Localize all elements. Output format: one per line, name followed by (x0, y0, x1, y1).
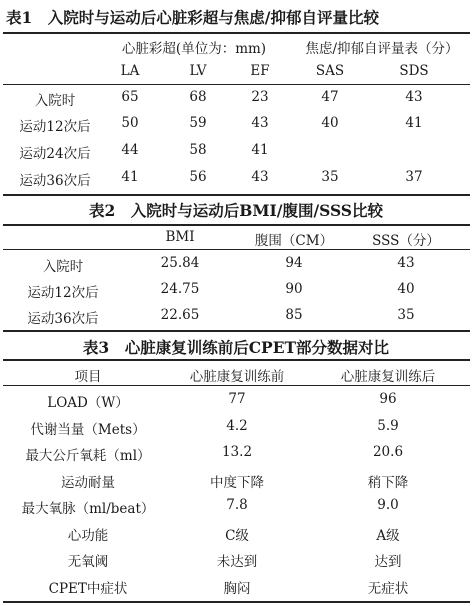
table3-col-header: 项目 (74, 369, 102, 385)
table3-title: 表3 心脏康复训练前后CPET部分数据对比 (82, 338, 390, 357)
table1-cell: 35 (321, 169, 339, 185)
table1-cell: 44 (121, 142, 139, 158)
table1-cell: 43 (251, 115, 269, 131)
table2-title: 表2 入院时与运动后BMI/腹围/SSS比较 (88, 201, 384, 220)
table3-cell: 77 (228, 391, 246, 407)
table2-cell: 94 (285, 255, 303, 271)
table3-row-label: LOAD（W） (47, 395, 129, 411)
table1-top-rule (3, 32, 470, 34)
table1-row-label: 运动36次后 (19, 173, 91, 189)
table2-col-header: SSS（分） (372, 233, 440, 249)
table3-cell: 20.6 (372, 444, 404, 460)
table3-cell: 7.8 (226, 497, 248, 513)
table3-row-label: 运动耐量 (61, 475, 115, 491)
table2-cell: 43 (397, 255, 415, 271)
table2-row-label: 运动36次后 (27, 311, 99, 327)
table1-group-header-echo: 心脏彩超(单位为：mm) (121, 41, 267, 57)
table3-header-rule (3, 385, 470, 386)
table1-cell: 43 (405, 89, 423, 105)
table1-col-header: SAS (315, 63, 345, 79)
table1-cell: 41 (251, 142, 269, 158)
table3-cell: 96 (379, 391, 397, 407)
table3-cell: 达到 (374, 554, 402, 570)
table3-cell: 5.9 (377, 418, 399, 434)
table3-cell: 未达到 (216, 554, 258, 570)
table3-cell: 稍下降 (367, 475, 409, 491)
table1-title: 表1 入院时与运动后心脏彩超与焦虑/抑郁自评量比较 (6, 8, 379, 27)
table1-cell: 47 (321, 89, 339, 105)
table1-row-label: 运动12次后 (19, 119, 91, 135)
table3-cell: 中度下降 (210, 475, 264, 491)
table2-top-rule (3, 224, 470, 226)
table1-cell: 40 (321, 115, 339, 131)
table3-cell: A级 (376, 528, 400, 544)
table3-row-label: 最大氧脉（ml/beat） (21, 501, 155, 517)
table2-bottom-rule (3, 330, 470, 332)
table3-row-label: 无氧阈 (67, 554, 109, 570)
table1-cell: 65 (121, 89, 139, 105)
table2-col-header: 腹围（CM） (254, 233, 334, 249)
table1-cell: 59 (189, 115, 207, 131)
table3-col-header: 心脏康复训练前 (189, 369, 285, 385)
table2-row-label: 运动12次后 (27, 285, 99, 301)
table3-row-label: CPET中症状 (48, 581, 128, 597)
table3-cell: 9.0 (377, 497, 399, 513)
table3-row-label: 心功能 (67, 528, 109, 544)
table3-cell: 4.2 (226, 418, 248, 434)
table2-cell: 35 (397, 307, 415, 323)
table3-cell: 13.2 (221, 444, 253, 460)
table3-row-label: 代谢当量（Mets） (30, 422, 146, 438)
table3-cell: 无症状 (367, 581, 409, 597)
table1-cell: 37 (405, 169, 423, 185)
table1-row-label: 运动24次后 (19, 146, 91, 162)
table2-cell: 90 (285, 281, 303, 297)
table3-cell: C级 (225, 528, 249, 544)
table2-cell: 85 (285, 307, 303, 323)
table1-cell: 56 (189, 169, 207, 185)
table1-cell: 23 (251, 89, 269, 105)
table1-cell: 41 (121, 169, 139, 185)
table3-row-label: 最大公斤氧耗（ml） (25, 448, 151, 464)
table2-cell: 22.65 (160, 307, 200, 323)
table1-col-header: EF (250, 63, 270, 79)
table1-cell: 41 (405, 115, 423, 131)
table1-col-header: SDS (399, 63, 429, 79)
table2-cell: 40 (397, 281, 415, 297)
table1-cell: 68 (189, 89, 207, 105)
table1-cell: 58 (189, 142, 207, 158)
table1-bottom-rule (3, 194, 470, 196)
table1-row-label: 入院时 (34, 93, 76, 109)
table2-col-header: BMI (165, 229, 195, 245)
table1-header-rule (3, 84, 470, 85)
table3-top-rule (3, 359, 470, 361)
table2-row-label: 入院时 (42, 259, 84, 275)
table3-col-header: 心脏康复训练后 (340, 369, 436, 385)
table1-group-header-scale: 焦虑/抑郁自评量表（分） (305, 41, 459, 57)
table1-col-header: LV (189, 63, 207, 79)
table1-col-header: LA (120, 63, 140, 79)
table3-bottom-rule (3, 601, 470, 603)
table2-cell: 25.84 (160, 255, 200, 271)
table1-cell: 43 (251, 169, 269, 185)
table3-cell: 胸闷 (223, 581, 251, 597)
table2-cell: 24.75 (160, 281, 200, 297)
table1-cell: 50 (121, 115, 139, 131)
table2-header-rule (3, 249, 470, 250)
